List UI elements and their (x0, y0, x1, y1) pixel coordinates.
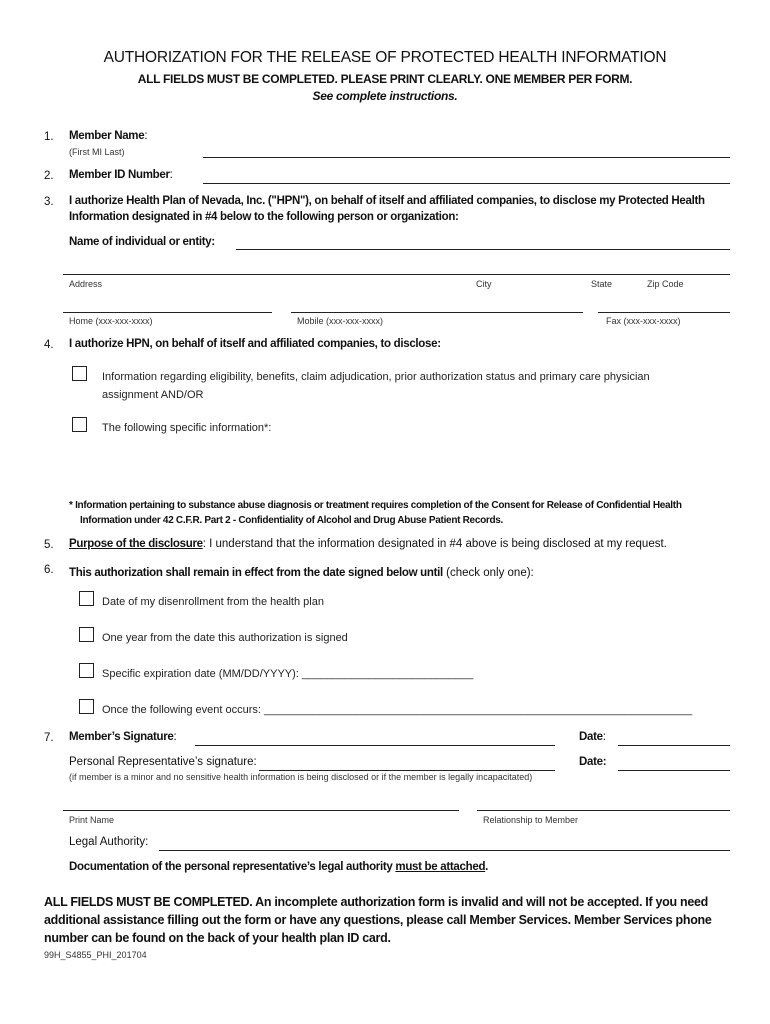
member-name-label (69, 130, 147, 142)
form-subtitle: ALL FIELDS MUST BE COMPLETED. PLEASE PRINT CLEARLY. ONE MEMBER PER FORM. (137, 72, 633, 86)
duration-hint: (check only one): (442, 567, 534, 579)
footer-notice-line3: number can be found on the back of your health plan ID card. (44, 931, 391, 945)
home-phone-label: Home (xxx-xxx-xxxx) (69, 316, 153, 326)
print-name-label: Print Name (69, 815, 115, 825)
mobile-phone-label: Mobile (xxx-xxx-xxxx) (297, 316, 384, 326)
legal-authority-field[interactable] (159, 850, 730, 851)
checkbox-one-year[interactable] (79, 627, 94, 642)
item-number-7: 7. (44, 732, 54, 744)
checkbox-expiration-date[interactable] (79, 663, 94, 678)
event-field[interactable]: ______________________________________________________________________ (264, 704, 693, 716)
page-title: AUTHORIZATION FOR THE RELEASE OF PROTECTED HEALTH INFORMATION (103, 49, 667, 66)
state-label: State (591, 279, 613, 289)
checkbox-eligibility-info[interactable] (72, 366, 87, 381)
item-number-6: 6. (44, 564, 54, 576)
member-id-label (69, 169, 173, 181)
city-label: City (476, 279, 492, 289)
item-number-5: 5. (44, 539, 54, 551)
rep-signature-field[interactable] (259, 770, 555, 771)
home-phone-field[interactable] (63, 312, 272, 313)
member-signature-colon: : (173, 731, 177, 743)
purpose-label: Purpose of the disclosure (69, 538, 203, 550)
form-code: 99H_S4855_PHI_201704 (44, 950, 147, 960)
option-eligibility-line2: assignment AND/OR (102, 389, 204, 401)
footer-notice-line2: additional assistance filling out the form or have any questions, please call Member Services. Member Services phone (44, 913, 712, 927)
member-name-colon: : (144, 130, 148, 142)
zip-label: Zip Code (647, 279, 684, 289)
substance-abuse-note-line1: * Information pertaining to substance abuse diagnosis or treatment requires completion of the Consent for Release of Confidential Health (69, 500, 682, 511)
rep-date-field[interactable] (618, 770, 730, 771)
fax-label: Fax (xxx-xxx-xxxx) (606, 316, 681, 326)
member-signature-label (69, 731, 176, 743)
address-label: Address (69, 279, 103, 289)
option-specific-info: The following specific information*: (102, 422, 272, 434)
relationship-label: Relationship to Member (483, 815, 579, 825)
substance-abuse-note-line2: Information under 42 C.F.R. Part 2 - Confidentiality of Alcohol and Drug Abuse Patient Records. (80, 515, 504, 526)
print-name-field[interactable] (63, 810, 459, 811)
duration-label: This authorization shall remain in effect from the date signed below until (69, 567, 443, 579)
disclose-heading: I authorize HPN, on behalf of itself and affiliated companies, to disclose: (69, 338, 441, 350)
member-name-hint: (First MI Last) (69, 147, 125, 157)
option-disenrollment: Date of my disenrollment from the health plan (102, 596, 324, 608)
item-number-2: 2. (44, 170, 54, 182)
member-id-colon: : (169, 169, 173, 181)
expiration-date-field[interactable]: ____________________________ (301, 668, 474, 680)
date-label-1 (579, 731, 606, 743)
member-name-field[interactable] (203, 157, 730, 158)
checkbox-event[interactable] (79, 699, 94, 714)
footer-notice-line1: ALL FIELDS MUST BE COMPLETED. An incomplete authorization form is invalid and will not be accepted. If you need (44, 895, 708, 909)
instructions-note: See complete instructions. (312, 89, 458, 103)
option-eligibility-line1: Information regarding eligibility, benefits, claim adjudication, prior authorization status and primary care physician (102, 371, 650, 383)
address-field[interactable] (63, 274, 730, 275)
member-date-field[interactable] (618, 745, 730, 746)
date-label-1-text: Date (579, 731, 603, 743)
option-one-year: One year from the date this authorization is signed (102, 632, 348, 644)
item-number-1: 1. (44, 131, 54, 143)
member-id-label-text: Member ID Number (69, 169, 170, 181)
item-number-4: 4. (44, 339, 54, 351)
relationship-field[interactable] (477, 810, 730, 811)
authorize-text-line2: Information designated in #4 below to the following person or organization: (69, 211, 459, 223)
recipient-name-label: Name of individual or entity: (69, 236, 215, 248)
legal-authority-label: Legal Authority: (69, 836, 149, 848)
fax-field[interactable] (598, 312, 730, 313)
date-label-1-colon: : (602, 731, 606, 743)
mobile-phone-field[interactable] (291, 312, 583, 313)
option-event (102, 704, 692, 716)
checkbox-disenrollment[interactable] (79, 591, 94, 606)
purpose-statement (69, 538, 667, 550)
authorize-text-line1: I authorize Health Plan of Nevada, Inc. ("HPN"), on behalf of itself and affiliated companies, to disclose my Protected Health (69, 195, 705, 207)
rep-signature-note: (if member is a minor and no sensitive health information is being disclosed or if the member is legally incapacitated) (69, 772, 533, 782)
member-id-field[interactable] (203, 183, 730, 184)
documentation-prefix: Documentation of the personal representative’s legal authority (69, 861, 396, 873)
member-signature-field[interactable] (195, 745, 555, 746)
option-expiration-label: Specific expiration date (MM/DD/YYYY): (102, 668, 299, 680)
member-signature-label-text: Member’s Signature (69, 731, 174, 743)
documentation-attached: must be attached (395, 861, 486, 873)
documentation-statement (69, 861, 488, 873)
member-name-label-text: Member Name (69, 130, 145, 142)
option-event-label: Once the following event occurs: (102, 704, 261, 716)
checkbox-specific-info[interactable] (72, 417, 87, 432)
rep-signature-label: Personal Representative’s signature: (69, 756, 257, 768)
purpose-text: : I understand that the information designated in #4 above is being disclosed at my request. (202, 538, 667, 550)
option-expiration-date (102, 668, 473, 680)
documentation-suffix: . (485, 861, 489, 873)
duration-statement (69, 563, 534, 581)
item-number-3: 3. (44, 196, 54, 208)
date-label-2: Date: (579, 756, 607, 768)
recipient-name-field[interactable] (236, 249, 730, 250)
